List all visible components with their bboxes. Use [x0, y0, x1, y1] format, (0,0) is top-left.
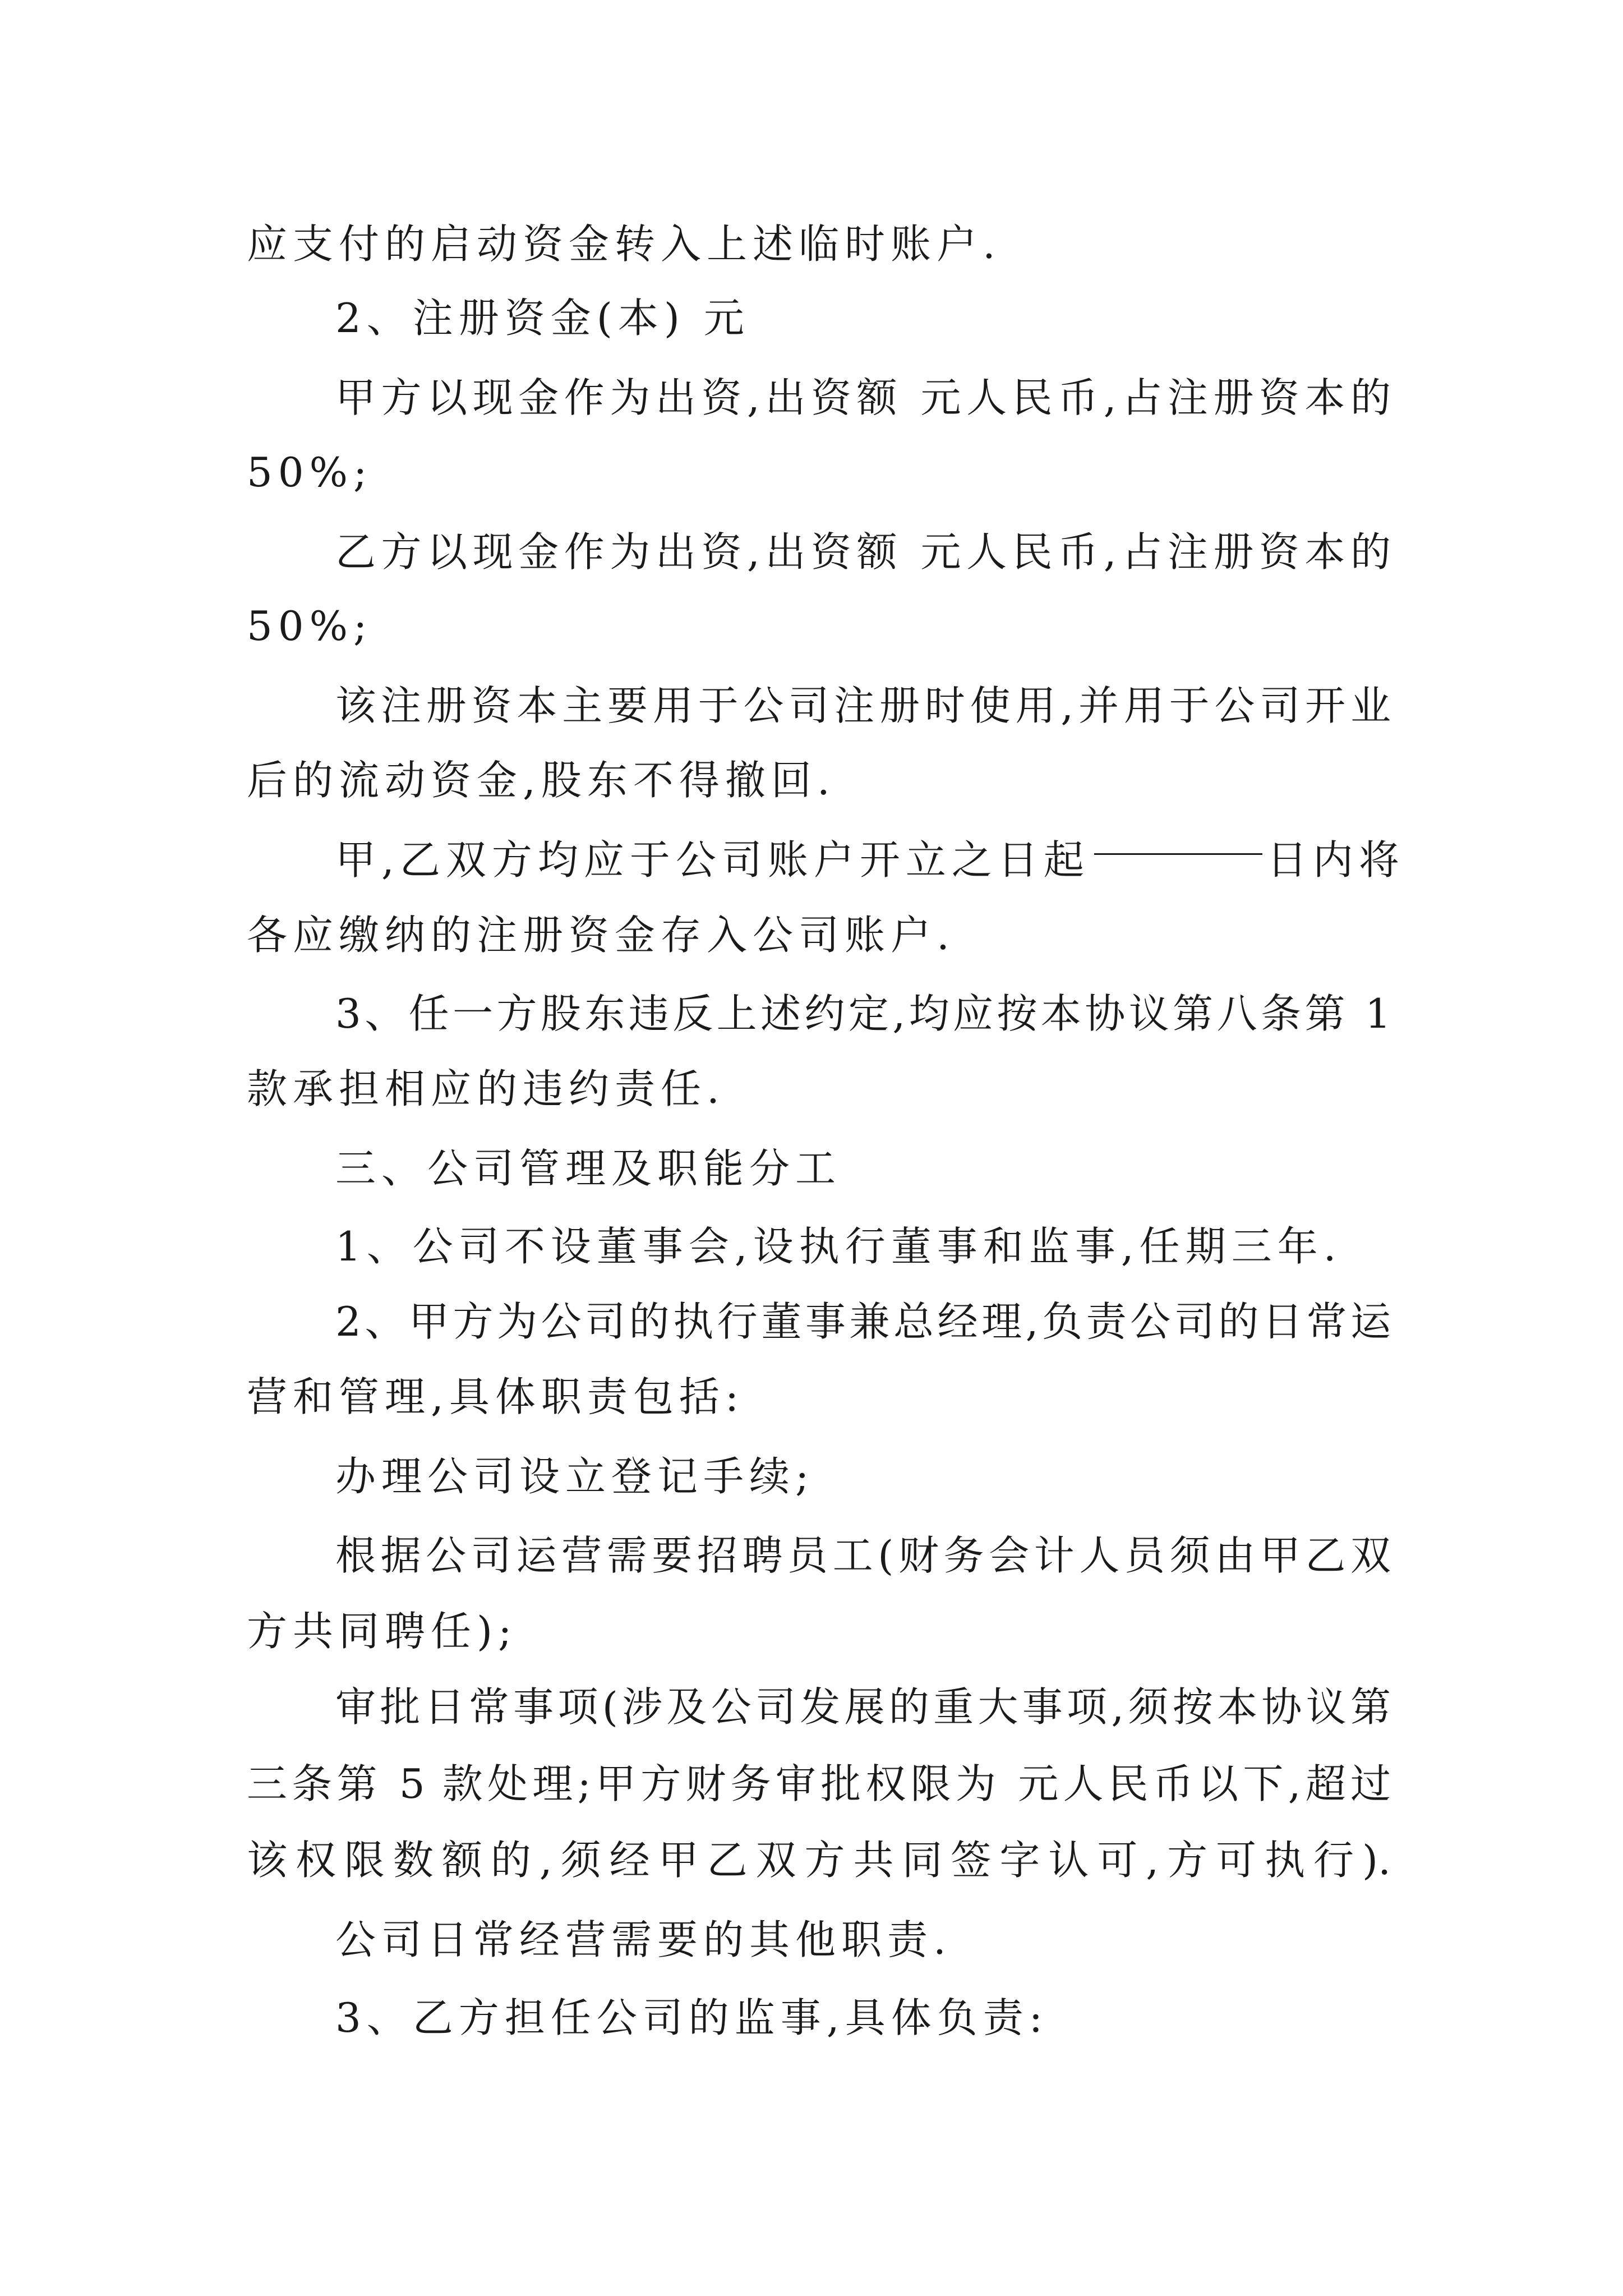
line-text: 日内将 [1266, 836, 1405, 884]
paragraph-line: 2、甲方为公司的执行董事兼总经理,负责公司的日常运 [335, 1298, 1391, 1345]
paragraph-line: 2、注册资金(本) 元 [335, 295, 750, 342]
paragraph-line: 方共同聘任); [247, 1608, 518, 1655]
paragraph-line: 后的流动资金,股东不得撤回. [247, 757, 836, 804]
line-text: 甲,乙双方均应于公司账户开立之日起 [335, 836, 1090, 884]
paragraph-line: 营和管理,具体职责包括: [247, 1373, 745, 1420]
paragraph-line: 款承担相应的违约责任. [247, 1065, 725, 1112]
paragraph-line: 该权限数额的,须经甲乙双方共同签字认可,方可执行). [247, 1837, 1391, 1884]
paragraph-line [335, 826, 1405, 894]
paragraph-line: 50%; [247, 449, 373, 496]
paragraph-line: 根据公司运营需要招聘员工(财务会计人员须由甲乙双 [335, 1532, 1391, 1579]
paragraph-line: 公司日常经营需要的其他职责. [335, 1916, 952, 1963]
paragraph-line: 3、乙方担任公司的监事,具体负责: [335, 1994, 1048, 2041]
paragraph-line: 各应缴纳的注册资金存入公司账户. [247, 912, 955, 959]
paragraph-line: 50%; [247, 602, 373, 650]
section-heading: 三、公司管理及职能分工 [335, 1145, 842, 1192]
paragraph-line: 办理公司设立登记手续; [335, 1453, 815, 1500]
paragraph-line: 三条第 5 款处理;甲方财务审批权限为 元人民币以下,超过 [247, 1760, 1391, 1807]
paragraph-line: 1、公司不设董事会,设执行董事和监事,任期三年. [335, 1223, 1342, 1270]
paragraph-line: 乙方以现金作为出资,出资额 元人民币,占注册资本的 [335, 528, 1391, 576]
paragraph-line: 甲方以现金作为出资,出资额 元人民币,占注册资本的 [335, 374, 1391, 421]
paragraph-line: 该注册资本主要用于公司注册时使用,并用于公司开业 [335, 682, 1391, 729]
fill-in-blank [1094, 814, 1262, 855]
paragraph-line: 3、任一方股东违反上述约定,均应按本协议第八条第 1 [335, 990, 1391, 1037]
paragraph-line: 应支付的启动资金转入上述临时账户. [247, 220, 1001, 268]
paragraph-line: 审批日常事项(涉及公司发展的重大事项,须按本协议第 [335, 1683, 1391, 1731]
